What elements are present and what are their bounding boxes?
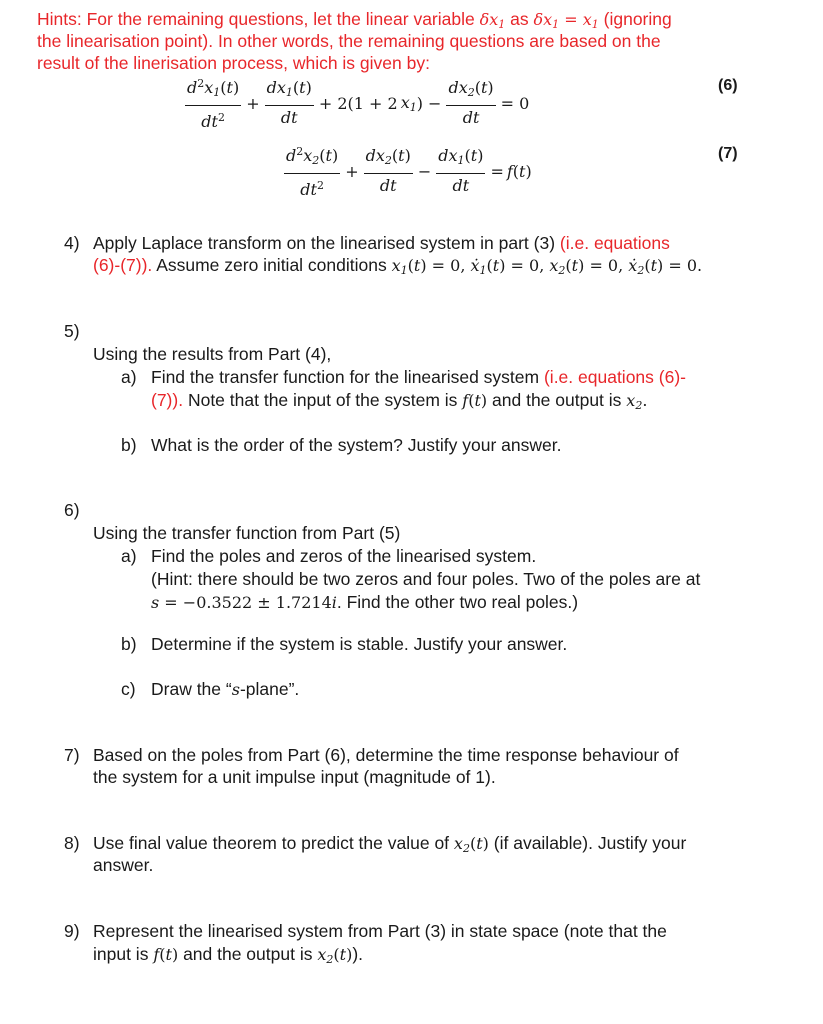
- q8-line-1: [93, 832, 686, 860]
- q5b-text: What is the order of the system? Justify your answer.: [151, 435, 562, 455]
- q5a-line-2: [151, 389, 647, 417]
- hints-line-2: the linearisation point). In other words, the remaining questions are based on the: [37, 31, 661, 51]
- q9-number: 9): [64, 921, 80, 941]
- q6c-line: [151, 678, 299, 701]
- q6b-label: b): [121, 634, 137, 654]
- math-f-of-t: f(t): [462, 391, 488, 410]
- q7-line-1: Based on the poles from Part (6), determine the time response behaviour of: [93, 745, 679, 765]
- equation-6-label: (6): [718, 77, 738, 94]
- hints-text: Hints: For the remaining questions, let the linear variable: [37, 9, 475, 29]
- q4-line-1: [93, 232, 670, 254]
- q5a-text: Note that the input of the system is: [187, 390, 458, 410]
- math-x2-of-t: $x_2(t)$: [317, 945, 353, 966]
- q5a-text: Find the transfer function for the linearised system: [151, 367, 540, 387]
- q8-text: Use final value theorem to predict the value of: [93, 833, 450, 853]
- q8-number: 8): [64, 833, 80, 853]
- hints-text: as: [510, 9, 529, 29]
- q6a-label: a): [121, 546, 137, 566]
- q9-text: and the output is: [183, 944, 313, 964]
- equation-7: $\frac{d^2x_2(t)}{dt^2}$ + $\frac{dx_2(t)}{dt}$ − $\frac{dx_1(t)}{dt}$ = f(t): [282, 142, 532, 200]
- q8-text: (if available). Justify your: [493, 833, 687, 853]
- math-initial-conditions: $x_1(t) = 0$, ẋ$_1$(t) = 0, $x_2(t) = 0$, ẋ$_2$(t) = 0.: [391, 256, 703, 277]
- q5-intro: Using the results from Part (4),: [93, 344, 332, 364]
- q9-text: ).: [352, 944, 364, 964]
- q7-number: 7): [64, 745, 80, 765]
- equation-6: $\frac{d^2x_1(t)}{dt^2}$ + $\frac{dx_1(t)}{dt}$ + 2(1 + 2 $x_1$ ) − $\frac{dx_2(t)}{dt}$ = 0: [183, 74, 532, 132]
- q6a-line-1: Find the poles and zeros of the linearised system.: [151, 546, 537, 566]
- q9-line-2: [93, 943, 363, 971]
- q9-line-1: Represent the linearised system from Part (3) in state space (note that the: [93, 921, 667, 941]
- fraction: $\frac{dx_2(t)}{dt}$: [365, 146, 411, 195]
- q9-text: input is: [93, 944, 149, 964]
- q6c-text: Draw the “: [151, 679, 232, 699]
- q6a-line-3: [151, 591, 578, 614]
- fraction: $\frac{dx_1(t)}{dt}$: [438, 146, 484, 195]
- hints-line-3: result of the linerisation process, which is given by:: [37, 53, 430, 73]
- fraction: $\frac{d^2x_2(t)}{dt^2}$: [284, 142, 340, 200]
- equation-7-label: (7): [718, 145, 738, 162]
- q4-line-2: [93, 254, 702, 282]
- q6a-line-2: (Hint: there should be two zeros and four poles. Two of the poles are at: [151, 569, 701, 589]
- q6-number: 6): [64, 500, 80, 520]
- q5a-line-1: [151, 366, 686, 388]
- q6a-text: . Find the other two real poles.): [336, 592, 579, 612]
- q4-text: Assume zero initial conditions: [156, 255, 387, 275]
- q6b-text: Determine if the system is stable. Justify your answer.: [151, 634, 568, 654]
- fraction: $\frac{d^2x_1(t)}{dt^2}$: [185, 74, 241, 132]
- math-delta-x1-eq: $\delta x_1 = x_1$: [533, 10, 599, 31]
- q5a-ref: (7)).: [151, 390, 184, 410]
- q8-line-2: answer.: [93, 855, 154, 875]
- q5a-label: a): [121, 367, 137, 387]
- math-s: s: [231, 680, 240, 699]
- q5a-text: and the output is: [492, 390, 622, 410]
- math-complex-poles: s = −0.3522 ± 1.7214i: [151, 593, 337, 612]
- q6c-label: c): [121, 679, 136, 699]
- q5b-label: b): [121, 435, 137, 455]
- q4-ref: (i.e. equations: [559, 233, 670, 253]
- math-delta-x1: $\delta x_1$: [479, 10, 506, 31]
- q6-intro: Using the transfer function from Part (5): [93, 523, 401, 543]
- q7-line-2: the system for a unit impulse input (magnitude of 1).: [93, 767, 496, 787]
- fraction: $\frac{dx_2(t)}{dt}$: [448, 78, 494, 127]
- math-x2: $x_2$.: [626, 391, 648, 412]
- math-f-of-t: f(t): [153, 945, 179, 964]
- q5-number: 5): [64, 321, 80, 341]
- math-x2-of-t: $x_2(t)$: [453, 834, 489, 855]
- q6c-text: -plane”.: [239, 679, 300, 699]
- hints-text: (ignoring: [603, 9, 672, 29]
- q5a-ref: (i.e. equations (6)-: [543, 367, 686, 387]
- q4-ref: (6)-(7)).: [93, 255, 153, 275]
- q4-number: 4): [64, 233, 80, 253]
- fraction: $\frac{dx_1(t)}{dt}$: [266, 78, 312, 127]
- q4-text: Apply Laplace transform on the linearised system in part (3): [93, 233, 556, 253]
